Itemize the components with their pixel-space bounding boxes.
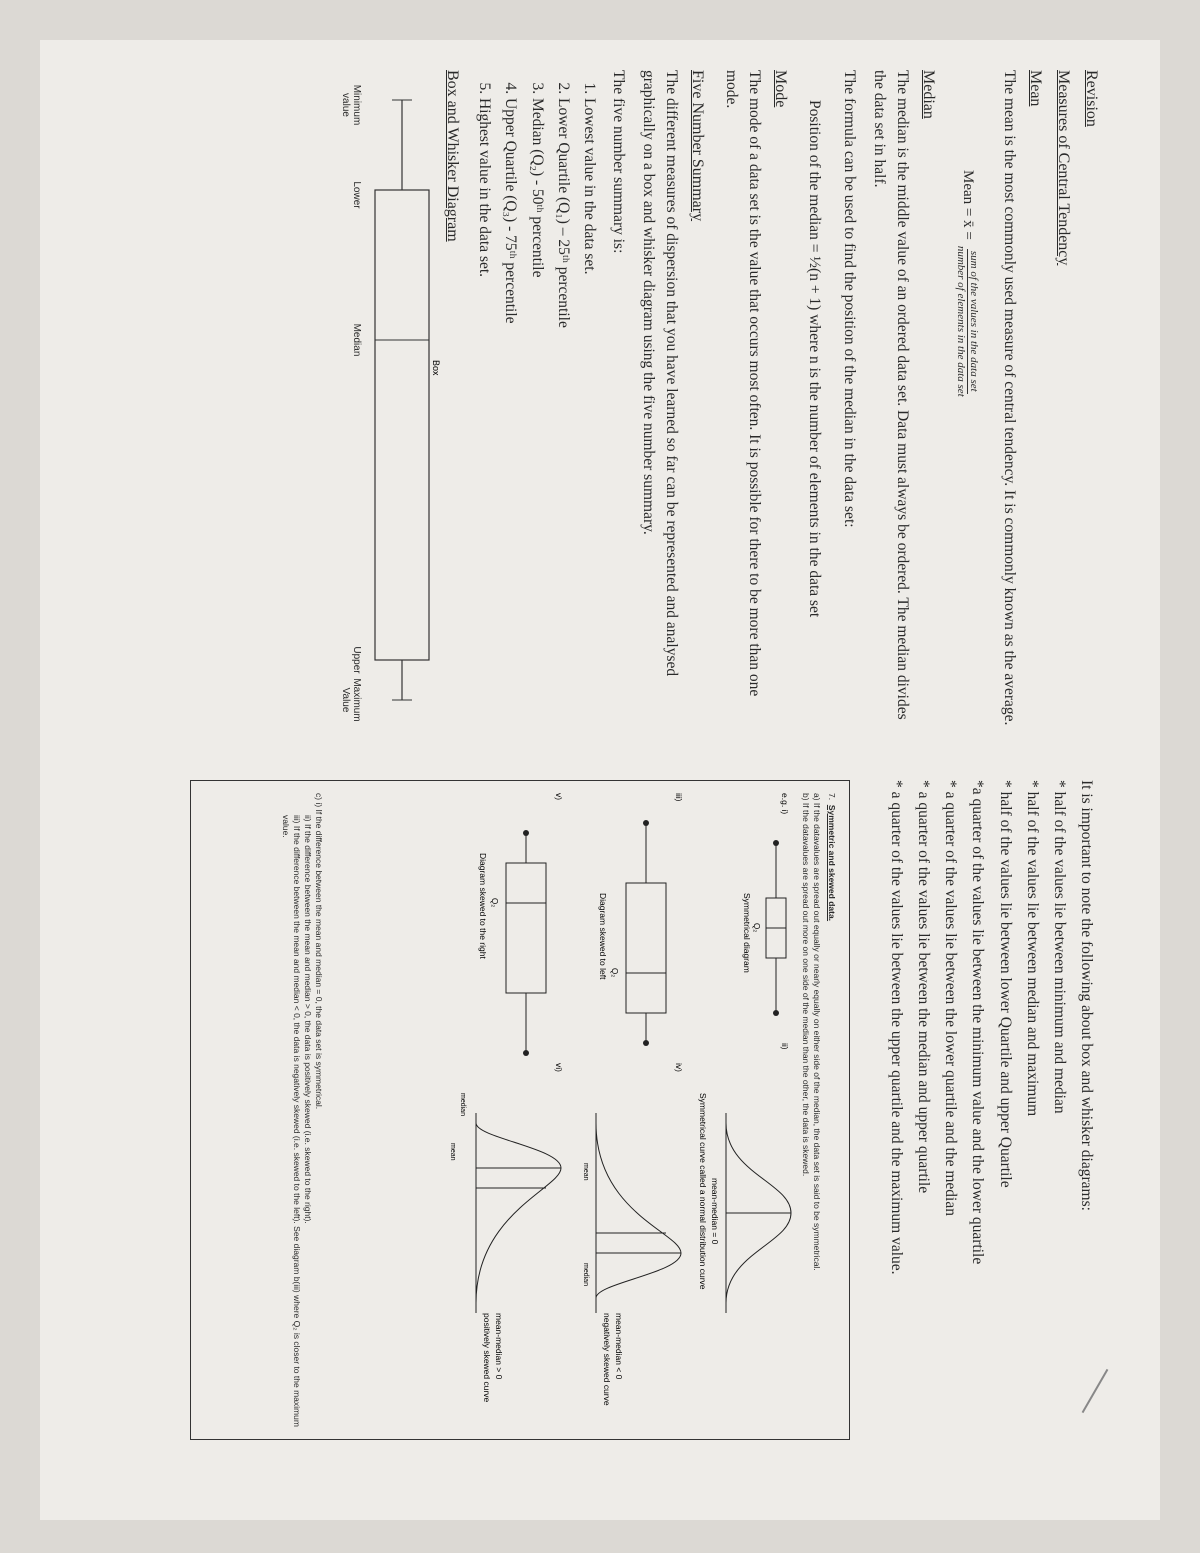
normal-caption: Symmetrical curve called a normal distribution curve bbox=[697, 1093, 708, 1290]
mean-formula-numerator: sum of the values in the data set bbox=[967, 250, 980, 392]
svg-text:Q₂: Q₂ bbox=[751, 923, 761, 933]
svg-text:Q₂: Q₂ bbox=[489, 898, 499, 908]
item-c-i: c) i) If the difference between the mean and median = 0, the data set is symmetrical. bbox=[313, 793, 324, 1110]
left-skew-box bbox=[626, 883, 666, 1013]
label-eg-i: e.g. i) bbox=[779, 793, 790, 815]
five-number-list bbox=[471, 70, 603, 730]
item-c-iii: iii) If the difference between the mean and median < 0, the data is negatively skewed (i.e. skewed to the left). See diagram b(iii) where Q₂ is closer to the maximum value. bbox=[280, 815, 302, 1427]
label-median: Median bbox=[350, 323, 362, 357]
note-item: * half of the values lie between lower Quartile and upper Quartile bbox=[996, 780, 1014, 1188]
sym-caption: Symmetrical diagram bbox=[741, 893, 752, 973]
median-text: The median is the middle value of an ordered data set. Data must always be ordered. The median divides the data set in half. bbox=[871, 70, 911, 720]
median-formula-intro: The formula can be used to find the position of the median in the data set: bbox=[840, 70, 858, 528]
svg-text:median: median bbox=[458, 1093, 466, 1116]
five-number-summary-text: The different measures of dispersion that you have learned so far can be represented and analysed graphically on a box and whisker diagram using the five number summary. bbox=[640, 70, 680, 677]
negative-caption: negatively skewed curve bbox=[601, 1313, 612, 1406]
five-number-summary-intro: The five number summary is: bbox=[609, 70, 627, 254]
left-skew-caption: Diagram skewed to left bbox=[597, 893, 608, 980]
item-b: b) If the datavalues are spread out more on one side of the median than the other, the data is skewed. bbox=[800, 793, 811, 1177]
central-tendency-heading: Measures of Central Tendency bbox=[1055, 70, 1072, 266]
left-column bbox=[322, 70, 1100, 730]
symmetric-skewed-box bbox=[190, 780, 850, 1440]
svg-text:iii): iii) bbox=[673, 793, 684, 802]
list-item: 3. Median (Q₂) - 50ᵗʰ percentile bbox=[523, 98, 549, 730]
svg-text:mean: mean bbox=[448, 1143, 456, 1161]
positive-curve bbox=[476, 1123, 561, 1303]
rotated-page-content bbox=[90, 70, 1100, 1470]
mode-heading: Mode bbox=[771, 70, 789, 108]
right-skew-caption: Diagram skewed to the right bbox=[477, 853, 488, 959]
right-column bbox=[280, 780, 1100, 1480]
svg-text:mean-median < 0: mean-median < 0 bbox=[613, 1313, 624, 1380]
notes-intro: It is important to note the following about box and whisker diagrams: bbox=[1078, 780, 1095, 1211]
mean-formula-lhs: Mean = x̄ = bbox=[959, 170, 976, 240]
note-item: * half of the values lie between minimum and median bbox=[1050, 780, 1068, 1114]
negative-curve bbox=[596, 1123, 681, 1298]
mean-text: The mean is the most commonly used measure of central tendency. It is commonly known as the average. bbox=[1001, 70, 1018, 726]
note-item: * half of the values lie between median and maximum bbox=[1023, 780, 1041, 1117]
revision-heading: Revision bbox=[1083, 70, 1100, 127]
svg-text:v): v) bbox=[553, 793, 564, 801]
note-item: * a quarter of the values lie between the median and upper quartile bbox=[915, 780, 933, 1194]
svg-text:Q₂: Q₂ bbox=[609, 968, 619, 978]
five-number-summary-heading: Five Number Summary bbox=[688, 70, 706, 222]
section-number: 7. bbox=[827, 793, 837, 801]
label-upper: Upper bbox=[350, 646, 362, 674]
label-minimum: Minimum value bbox=[339, 84, 362, 126]
svg-text:mean-median = 0: mean-median = 0 bbox=[709, 1178, 720, 1245]
section-title: Symmetric and skewed data. bbox=[827, 804, 837, 922]
item-c-ii: ii) If the difference between the mean and median > 0, the data is positively skewed (i.e. skewed to the right). bbox=[302, 815, 313, 1224]
label-lower: Lower bbox=[350, 181, 362, 209]
box-whisker-diagram bbox=[367, 70, 441, 710]
list-item: 4. Upper Quartile (Q₃) - 75ᵗʰ percentile bbox=[497, 98, 523, 730]
note-item: *a quarter of the values lie between the minimum value and the lower quartile bbox=[969, 780, 987, 1265]
svg-text:median: median bbox=[581, 1263, 589, 1286]
svg-text:ii): ii) bbox=[779, 1043, 790, 1050]
list-item: 1. Lowest value in the data set. bbox=[576, 98, 602, 730]
mode-text: The mode of a data set is the value that occurs most often. It is possible for there to be more than one mode. bbox=[723, 70, 763, 697]
note-item: * a quarter of the values lie between the upper quartile and the maximum value. bbox=[888, 780, 906, 1275]
box-label: Box bbox=[430, 360, 441, 376]
label-maximum: Maximum Value bbox=[339, 678, 362, 722]
right-skew-box bbox=[506, 863, 546, 993]
positive-caption: positively skewed curve bbox=[481, 1313, 492, 1403]
item-a: a) If the datavalues are spread out equally or nearly equally on either side of the median, the data set is said to be symmetrical. bbox=[811, 793, 822, 1271]
box bbox=[375, 190, 429, 660]
mean-formula-denominator: number of elements in the data set bbox=[954, 245, 967, 397]
svg-text:vi): vi) bbox=[553, 1063, 564, 1072]
svg-text:iv): iv) bbox=[673, 1063, 684, 1072]
median-heading: Median bbox=[919, 70, 937, 119]
skew-diagrams bbox=[326, 793, 796, 1428]
box-whisker-heading: Box and Whisker Diagram bbox=[443, 70, 461, 242]
mean-heading: Mean bbox=[1027, 70, 1044, 107]
note-item: * a quarter of the values lie between the lower quartile and the median bbox=[942, 780, 960, 1216]
svg-text:mean: mean bbox=[581, 1163, 589, 1181]
median-formula: Position of the median = ½(n + 1) where n is the number of elements in the data set bbox=[806, 100, 824, 618]
box-whisker-labels bbox=[322, 70, 362, 730]
mean-formula bbox=[955, 170, 980, 730]
svg-text:mean-median > 0: mean-median > 0 bbox=[493, 1313, 504, 1380]
list-item: 2. Lower Quartile (Q₁) – 25ᵗʰ percentile bbox=[550, 98, 576, 730]
list-item: 5. Highest value in the data set. bbox=[471, 98, 497, 730]
